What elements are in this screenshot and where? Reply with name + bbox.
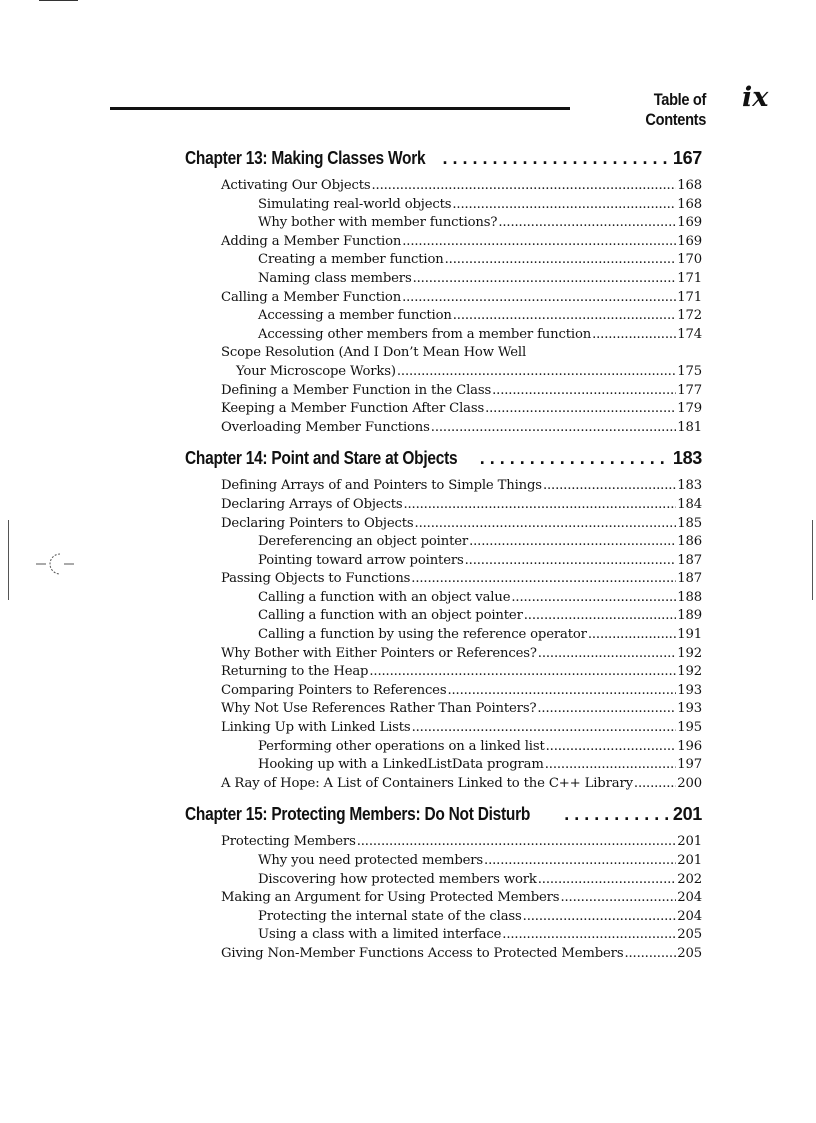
toc-entry[interactable] <box>185 290 702 309</box>
entry-title: Naming class members <box>258 270 412 286</box>
toc-entry[interactable] <box>185 497 702 516</box>
dot-leader <box>452 197 676 212</box>
entry-title: Hooking up with a LinkedListData program <box>258 757 544 773</box>
entry-page: 191 <box>677 627 702 643</box>
dot-leader <box>538 646 676 661</box>
chapter-entries <box>185 834 702 964</box>
dot-leader <box>546 739 677 754</box>
dot-leader <box>371 178 676 193</box>
entry-page: 205 <box>677 945 702 961</box>
dot-leader <box>588 627 676 642</box>
entry-title: Giving Non-Member Functions Access to Protected Members <box>221 945 624 961</box>
entry-title: Simulating real-world objects <box>258 196 452 212</box>
toc-entry[interactable] <box>185 646 702 665</box>
entry-page: 169 <box>677 215 702 231</box>
entry-title: Accessing a member function <box>258 308 452 324</box>
toc-subentry[interactable] <box>185 872 702 891</box>
toc-subentry[interactable] <box>185 553 702 572</box>
entry-page: 177 <box>677 382 702 398</box>
entry-page: 197 <box>677 757 702 773</box>
entry-title: Dereferencing an object pointer <box>258 534 469 550</box>
entry-title: Why you need protected members <box>258 853 484 868</box>
entry-page: 171 <box>677 289 702 305</box>
entry-page: 188 <box>677 589 702 605</box>
entry-title: Making an Argument for Using Protected Members <box>221 890 560 906</box>
entry-page: 183 <box>677 478 702 494</box>
entry-page: 205 <box>677 927 702 943</box>
dot-leader <box>485 401 676 416</box>
entry-title: Protecting the internal state of the class <box>258 908 522 924</box>
entry-page: 184 <box>677 496 702 512</box>
dot-leader <box>369 664 676 679</box>
toc-subentry[interactable] <box>185 627 702 646</box>
entry-page: 187 <box>677 571 702 587</box>
dot-leader <box>624 946 676 961</box>
toc-subentry[interactable] <box>185 215 702 234</box>
entry-page: 179 <box>677 401 702 417</box>
dot-leader <box>538 872 677 887</box>
entry-page: 192 <box>677 664 702 680</box>
dot-leader <box>402 290 676 305</box>
dot-leader <box>502 927 676 942</box>
toc-entry[interactable] <box>185 664 702 683</box>
running-header <box>110 82 782 129</box>
dot-leader <box>537 701 676 716</box>
entry-page: 187 <box>677 552 702 568</box>
entry-title: Passing Objects to Functions <box>221 571 411 587</box>
entry-page: 181 <box>677 419 702 435</box>
toc-entry[interactable] <box>185 420 702 439</box>
dot-leader <box>447 683 676 698</box>
toc-entry[interactable] <box>185 383 702 402</box>
toc-entry[interactable] <box>185 701 702 720</box>
dot-leader <box>412 720 677 735</box>
toc-subentry[interactable] <box>185 853 702 872</box>
entry-page: 193 <box>677 701 702 717</box>
chapter-heading[interactable] <box>185 148 702 172</box>
toc-subentry[interactable] <box>185 608 702 627</box>
chapter-page: 167 <box>672 148 702 168</box>
entry-title: Defining a Member Function in the Class <box>221 382 492 398</box>
dot-leader <box>469 534 676 549</box>
chapter-title: Chapter 14: Point and Stare at Objects <box>185 448 458 469</box>
entry-page: 185 <box>677 515 702 531</box>
dot-leader <box>415 516 677 531</box>
toc-subentry[interactable] <box>185 271 702 290</box>
registration-mark-icon <box>34 551 76 577</box>
entry-title-continued: Your Microscope Works) <box>236 363 396 379</box>
entry-title: Comparing Pointers to References <box>221 682 447 698</box>
entry-title: A Ray of Hope: A List of Containers Linked to the C++ Library <box>221 775 633 791</box>
dot-leader <box>498 215 676 230</box>
entry-title: Linking Up with Linked Lists <box>221 720 411 736</box>
dot-leader <box>397 364 676 379</box>
dot-leader <box>442 148 670 169</box>
toc-entry[interactable] <box>185 516 702 535</box>
entry-title: Returning to the Heap <box>221 664 369 680</box>
entry-page: 195 <box>677 720 702 736</box>
entry-title: Using a class with a limited interface <box>258 927 502 943</box>
entry-page: 204 <box>677 908 702 924</box>
dot-leader <box>524 608 677 623</box>
dot-leader <box>413 271 677 286</box>
toc-entry[interactable] <box>185 345 702 364</box>
chapter-title: Chapter 13: Making Classes Work <box>185 148 426 168</box>
entry-title: Calling a function by using the reference operator <box>258 627 587 643</box>
entry-title: Discovering how protected members work <box>258 871 537 887</box>
toc-entry[interactable] <box>185 234 702 253</box>
chapter-page: 183 <box>672 448 702 469</box>
chapter-heading[interactable] <box>185 804 702 828</box>
crop-mark-top <box>39 0 78 1</box>
toc-entry-continuation[interactable] <box>185 364 702 383</box>
toc-subentry[interactable] <box>185 590 702 609</box>
toc-subentry[interactable] <box>185 739 702 758</box>
entry-page: 174 <box>677 326 702 342</box>
entry-page: 202 <box>677 871 702 887</box>
entry-page: 170 <box>677 252 702 268</box>
entry-title: Accessing other members from a member function <box>258 326 592 342</box>
chapter-entries <box>185 178 702 438</box>
toc-entry[interactable] <box>185 890 702 909</box>
entry-page: 171 <box>677 270 702 286</box>
dot-leader <box>523 909 677 924</box>
dot-leader <box>431 420 676 435</box>
dot-leader <box>511 590 676 605</box>
dot-leader <box>357 834 677 849</box>
dot-leader <box>545 757 677 772</box>
toc-entry[interactable] <box>185 776 702 795</box>
toc-subentry[interactable] <box>185 252 702 271</box>
toc-subentry[interactable] <box>185 308 702 327</box>
dot-leader <box>484 853 676 868</box>
entry-page: 200 <box>677 775 702 791</box>
entry-page: 175 <box>677 363 702 379</box>
entry-page: 189 <box>677 608 702 624</box>
dot-leader <box>445 252 677 267</box>
entry-page: 193 <box>677 682 702 698</box>
entry-page: 192 <box>677 645 702 661</box>
chapter-entries <box>185 478 702 794</box>
entry-page: 168 <box>677 178 702 193</box>
dot-leader <box>592 327 676 342</box>
crop-mark-left <box>8 520 9 600</box>
entry-title: Declaring Arrays of Objects <box>221 496 403 512</box>
entry-title: Keeping a Member Function After Class <box>221 401 485 417</box>
chapter-title: Chapter 15: Protecting Members: Do Not Disturb <box>185 804 531 825</box>
toc-entry[interactable] <box>185 571 702 590</box>
toc-subentry[interactable] <box>185 927 702 946</box>
entry-page: 201 <box>677 853 702 868</box>
entry-title: Scope Resolution (And I Don’t Mean How Well <box>221 345 527 361</box>
table-of-contents <box>185 146 702 975</box>
entry-page: 196 <box>677 738 702 754</box>
entry-title: Why bother with member functions? <box>258 215 498 231</box>
entry-title: Calling a function with an object pointer <box>258 608 523 624</box>
entry-title: Why Not Use References Rather Than Pointers? <box>221 701 537 717</box>
dot-leader <box>480 448 671 469</box>
dot-leader <box>403 497 676 512</box>
entry-title: Activating Our Objects <box>221 178 371 193</box>
entry-page: 168 <box>677 196 702 212</box>
dot-leader <box>492 383 676 398</box>
entry-page: 201 <box>677 834 702 850</box>
dot-leader <box>564 804 671 825</box>
toc-entry[interactable] <box>185 178 702 197</box>
entry-title: Declaring Pointers to Objects <box>221 515 414 531</box>
entry-title: Why Bother with Either Pointers or References? <box>221 645 537 661</box>
dot-leader <box>453 308 677 323</box>
entry-page: 204 <box>677 890 702 906</box>
chapter-heading[interactable] <box>185 448 702 472</box>
entry-title: Pointing toward arrow pointers <box>258 552 464 568</box>
toc-entry[interactable] <box>185 720 702 739</box>
dot-leader <box>402 234 676 249</box>
entry-title: Performing other operations on a linked list <box>258 738 545 754</box>
toc-subentry[interactable] <box>185 757 702 776</box>
entry-title: Calling a Member Function <box>221 289 402 305</box>
toc-entry[interactable] <box>185 478 702 497</box>
entry-page: 169 <box>677 233 702 249</box>
toc-subentry[interactable] <box>185 534 702 553</box>
toc-subentry[interactable] <box>185 909 702 928</box>
entry-title: Adding a Member Function <box>221 233 402 249</box>
dot-leader <box>465 553 677 568</box>
toc-entry[interactable] <box>185 946 702 965</box>
header-title: Table of Contents <box>645 90 706 129</box>
entry-page: 186 <box>677 534 702 550</box>
entry-page: 172 <box>677 308 702 324</box>
page-folio: ix <box>742 82 769 113</box>
entry-title: Calling a function with an object value <box>258 589 511 605</box>
toc-entry[interactable] <box>185 834 702 853</box>
dot-leader <box>634 776 676 791</box>
entry-title: Protecting Members <box>221 834 356 850</box>
header-rule <box>110 107 570 110</box>
dot-leader <box>411 571 676 586</box>
toc-subentry[interactable] <box>185 197 702 216</box>
entry-title: Creating a member function <box>258 252 444 268</box>
chapter-page: 201 <box>672 804 702 825</box>
dot-leader <box>543 478 676 493</box>
toc-entry[interactable] <box>185 401 702 420</box>
toc-entry[interactable] <box>185 683 702 702</box>
toc-subentry[interactable] <box>185 327 702 346</box>
entry-title: Overloading Member Functions <box>221 419 430 435</box>
dot-leader <box>560 890 676 905</box>
crop-mark-right <box>812 520 813 600</box>
entry-title: Defining Arrays of and Pointers to Simple Things <box>221 478 542 494</box>
